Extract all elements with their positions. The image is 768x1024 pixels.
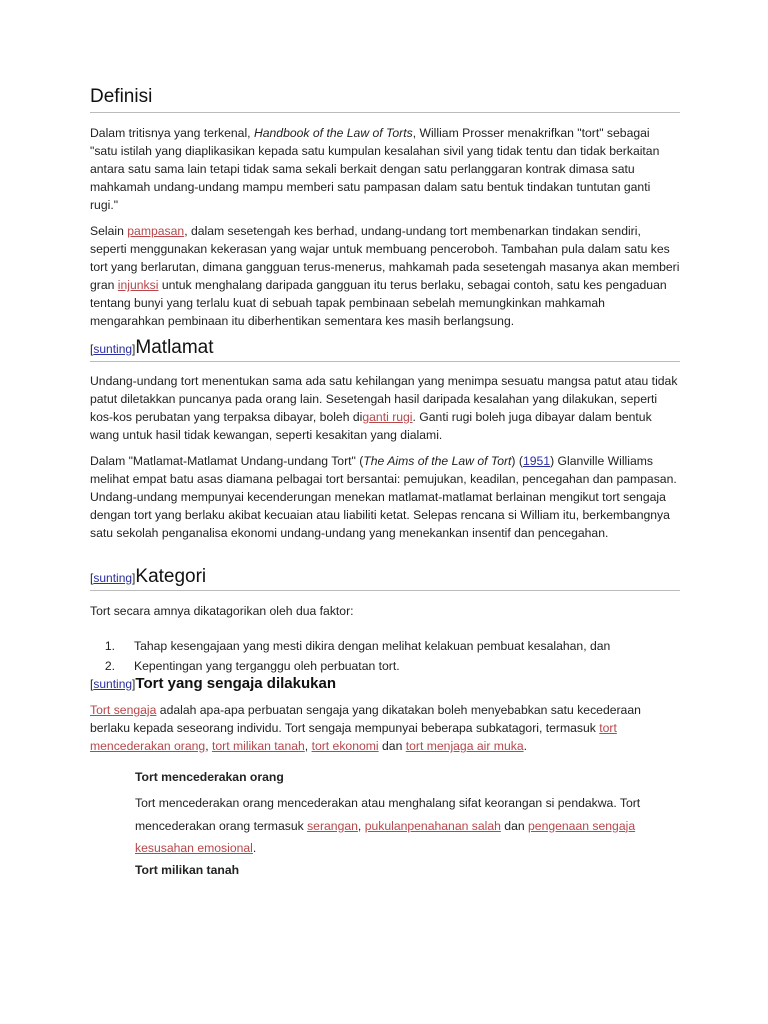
section-heading-definisi bbox=[90, 86, 680, 113]
subsection-title: Tort mencederakan orang bbox=[135, 770, 284, 784]
paragraph-definisi-2: Selain pampasan, dalam sesetengah kes berhad, undang-undang tort membenarkan tindakan sendiri, seperti menggunakan kekerasan yang wajar untuk membuang penceroboh. Tambahan pula dalam satu kes tort yang berlarutan, dimana gangguan terus-menerus, mahkamah pada sesetengah masanya akan memberi gran injunksi untuk menghalang daripada gangguan itu terus berlaku, sebagai contoh, satu kes pengaduan tentang bunyi yang terlalu kuat di sebuah tapak pembinaan sebelah memungkinkan mahkamah mengarahkan pembinaan itu diberhentikan sementara kes masih berlangsung. bbox=[90, 224, 680, 328]
paragraph-definisi-1: Dalam tritisnya yang terkenal, Handbook of the Law of Torts, William Prosser menakrifkan "tort" sebagai "satu istilah yang diaplikasikan kepada satu kumpulan kesalahan sivil yang tidak tentu dan tidak berkaitan antara satu sama lain tetapi tidak sama sekali berkait dengan satu perlanggaran kontrak dimasa satu mahkamah undang-undang mampu memberi satu pampasan dalam satu bentuk tindakan tuntutan ganti rugi." bbox=[90, 126, 660, 212]
edit-link-sengaja[interactable]: sunting bbox=[93, 677, 133, 691]
paragraph-matlamat-1: Undang-undang tort menentukan sama ada satu kehilangan yang menimpa sesuatu mangsa patut atau tidak patut diletakkan puncanya pada orang lain. Sesetengah hasil daripada kesalahan yang dilakukan, seperti kos-kos perubatan yang terpaksa dibayar, boleh diganti rugi. Ganti rugi boleh juga dibayar dalam bentuk wang untuk hasil tidak kewangan, seperti kesakitan yang dialami. bbox=[90, 374, 678, 442]
link-pampasan[interactable]: pampasan bbox=[127, 224, 185, 238]
subsection-title: Tort milikan tanah bbox=[135, 863, 240, 877]
heading-matlamat: Matlamat bbox=[135, 337, 214, 358]
link-tort-ekonomi[interactable]: tort ekonomi bbox=[311, 739, 379, 753]
heading-sengaja: Tort yang sengaja dilakukan bbox=[135, 675, 337, 692]
section-heading-matlamat: [sunting]Matlamat bbox=[90, 337, 680, 362]
heading-kategori: Kategori bbox=[135, 566, 207, 587]
subsection-tort-mencederakan-orang bbox=[135, 768, 665, 860]
list-item: 1. Tahap kesengajaan yang mesti dikira dengan melihat kelakuan pembuat kesalahan, dan bbox=[104, 639, 611, 653]
heading-definisi: Definisi bbox=[90, 86, 153, 107]
link-tort-milikan-tanah[interactable]: tort milikan tanah bbox=[211, 739, 305, 753]
edit-link-matlamat[interactable]: sunting bbox=[93, 342, 133, 356]
link-tort-sengaja[interactable]: Tort sengaja bbox=[90, 703, 157, 717]
link-tort-mencederakan-orang[interactable]: tort mencederakan orang bbox=[90, 721, 617, 753]
link-serangan[interactable]: serangan bbox=[307, 818, 358, 833]
kategori-intro: Tort secara amnya dikatagorikan oleh dua faktor: bbox=[90, 604, 354, 618]
link-year[interactable]: 1951 bbox=[522, 454, 551, 468]
book-title: The Aims of the Law of Tort bbox=[363, 454, 512, 468]
edit-link-kategori[interactable]: sunting bbox=[93, 571, 133, 585]
link-pukulanpenahanan-salah[interactable]: pukulanpenahanan salah bbox=[364, 818, 501, 833]
paragraph-sengaja-1: Tort sengaja adalah apa-apa perbuatan sengaja yang dikatakan boleh menyebabkan satu kecederaan berlaku kepada seseorang individu. Tort sengaja mempunyai beberapa subkatagori, termasuk tort mencederakan orang, tort milikan tanah, tort ekonomi dan tort menjaga air muka. bbox=[90, 703, 641, 753]
list-item: 2. Kepentingan yang terganggu oleh perbuatan tort. bbox=[104, 659, 400, 673]
subsection-paragraph: Tort mencederakan orang mencederakan atau menghalang sifat keorangan si pendakwa. Tort mencederakan orang termasuk serangan, pukulanpenahanan salah dan pengenaan sengaja kesusahan emosional. bbox=[135, 796, 641, 855]
link-injunksi[interactable]: injunksi bbox=[117, 278, 159, 292]
link-pengenaan-sengaja-kesusahan-emosional[interactable]: pengenaan sengaja kesusahan emosional bbox=[135, 818, 636, 855]
kategori-list bbox=[90, 636, 680, 676]
book-title: Handbook of the Law of Torts bbox=[253, 126, 413, 140]
section-heading-kategori: [sunting]Kategori bbox=[90, 566, 680, 591]
link-ganti-rugi[interactable]: ganti rugi bbox=[362, 410, 413, 424]
subsection-tort-milikan-tanah bbox=[135, 861, 665, 879]
link-tort-menjaga-air-muka[interactable]: tort menjaga air muka bbox=[405, 739, 524, 753]
paragraph-matlamat-2: Dalam "Matlamat-Matlamat Undang-undang Tort" (The Aims of the Law of Tort) (1951) Glanville Williams melihat empat batu asas diamana pelbagai tort bersantai: pemujukan, keadilan, pencegahan dan pampasan. Undang-undang mempunyai kecenderungan menekan matlamat-matlamat berlainan mengikut tort sengaja dengan tort yang berlaku akibat kecuaian atau liabiliti ketat. Selepas rencana si William itu, berkembangnya satu sekolah penganalisa ekonomi undang-undang yang menekankan insentif dan pencegahan. bbox=[90, 454, 677, 540]
section-heading-sengaja: [sunting]Tort yang sengaja dilakukan bbox=[90, 675, 337, 692]
